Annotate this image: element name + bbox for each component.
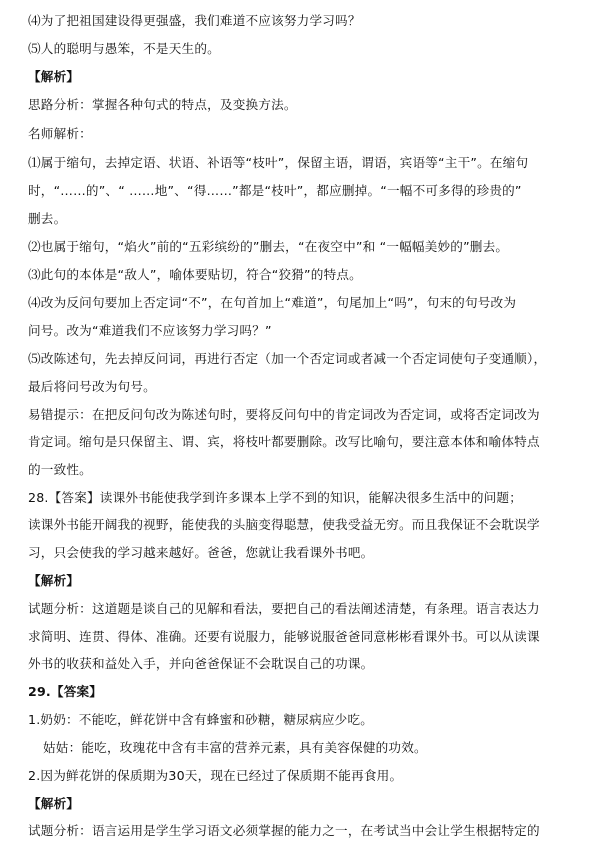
section-heading: 【解析】 (28, 573, 80, 588)
text-line: 时，“……的”、“ ……地”、“得……”都是“枝叶”，都应删掉。“一幅不可多得的珍贵的” (28, 183, 522, 198)
text-line: 删去。 (28, 211, 67, 226)
text-line: 试题分析：语言运用是学生学习语文必须掌握的能力之一，在考试当中会让学生根据特定的 (28, 823, 540, 838)
text-line: 试题分析：这道题是谈自己的见解和看法，要把自己的看法阐述清楚，有条理。语言表达力 (28, 601, 540, 616)
text-line: 名师解析： (28, 126, 92, 141)
text-line: 姑姑：能吃，玫瑰花中含有丰富的营养元素，具有美容保健的功效。 (43, 740, 427, 755)
text-line: 读课外书能开阔我的视野，能使我的头脑变得聪慧，使我受益无穷。而且我保证不会耽误学 (28, 517, 540, 532)
text-line: ⑷为了把祖国建设得更强盛，我们难道不应该努力学习吗？ (28, 13, 361, 28)
text-line: 问号。改为“难道我们不应该努力学习吗？” (28, 323, 272, 338)
answer-heading: 29.【答案】 (28, 684, 103, 699)
text-line: 求简明、连贯、得体、准确。还要有说服力，能够说服爸爸同意彬彬看课外书。可以从读课 (28, 629, 540, 644)
text-line: 易错提示：在把反问句改为陈述句时，要将反问句中的肯定词改为否定词，或将否定词改为 (28, 407, 540, 422)
text-line: 28.【答案】读课外书能使我学到许多课本上学不到的知识，能解决很多生活中的问题； (28, 490, 522, 505)
text-line: 最后将问号改为句号。 (28, 379, 156, 394)
text-line: ⑴属于缩句，去掉定语、状语、补语等“枝叶”，保留主语，谓语，宾语等“主干”。在缩句 (28, 155, 529, 170)
text-line: 的一致性。 (28, 462, 92, 477)
text-line: ⑶此句的本体是“敌人”，喻体要贴切，符合“狡猾”的特点。 (28, 267, 362, 282)
text-line: ⑵也属于缩句，“焰火”前的“五彩缤纷的”删去，“在夜空中”和 “一幅幅美妙的”删去。 (28, 239, 509, 254)
section-heading: 【解析】 (28, 69, 80, 84)
text-line: 外书的收获和益处入手，并向爸爸保证不会耽误自己的功课。 (28, 656, 374, 671)
text-line: 2.因为鲜花饼的保质期为30天，现在已经过了保质期不能再食用。 (28, 768, 403, 783)
text-line: ⑸改陈述句，先去掉反问词，再进行否定（加一个否定词或者减一个否定词使句子变通顺）， (28, 351, 547, 366)
section-heading: 【解析】 (28, 796, 80, 811)
text-line: ⑸人的聪明与愚笨，不是天生的。 (28, 41, 220, 56)
text-line: 习，只会使我的学习越来越好。爸爸，您就让我看课外书吧。 (28, 545, 374, 560)
text-line: 1.奶奶：不能吃，鲜花饼中含有蜂蜜和砂糖，糖尿病应少吃。 (28, 712, 374, 727)
text-line: ⑷改为反问句要加上否定词“不”，在句首加上“难道”，句尾加上“吗”，句末的句号改为 (28, 295, 517, 310)
text-line: 思路分析：掌握各种句式的特点，及变换方法。 (28, 97, 297, 112)
text-line: 肯定词。缩句是只保留主、谓、宾，将枝叶都要删除。改写比喻句，要注意本体和喻体特点 (28, 434, 540, 449)
